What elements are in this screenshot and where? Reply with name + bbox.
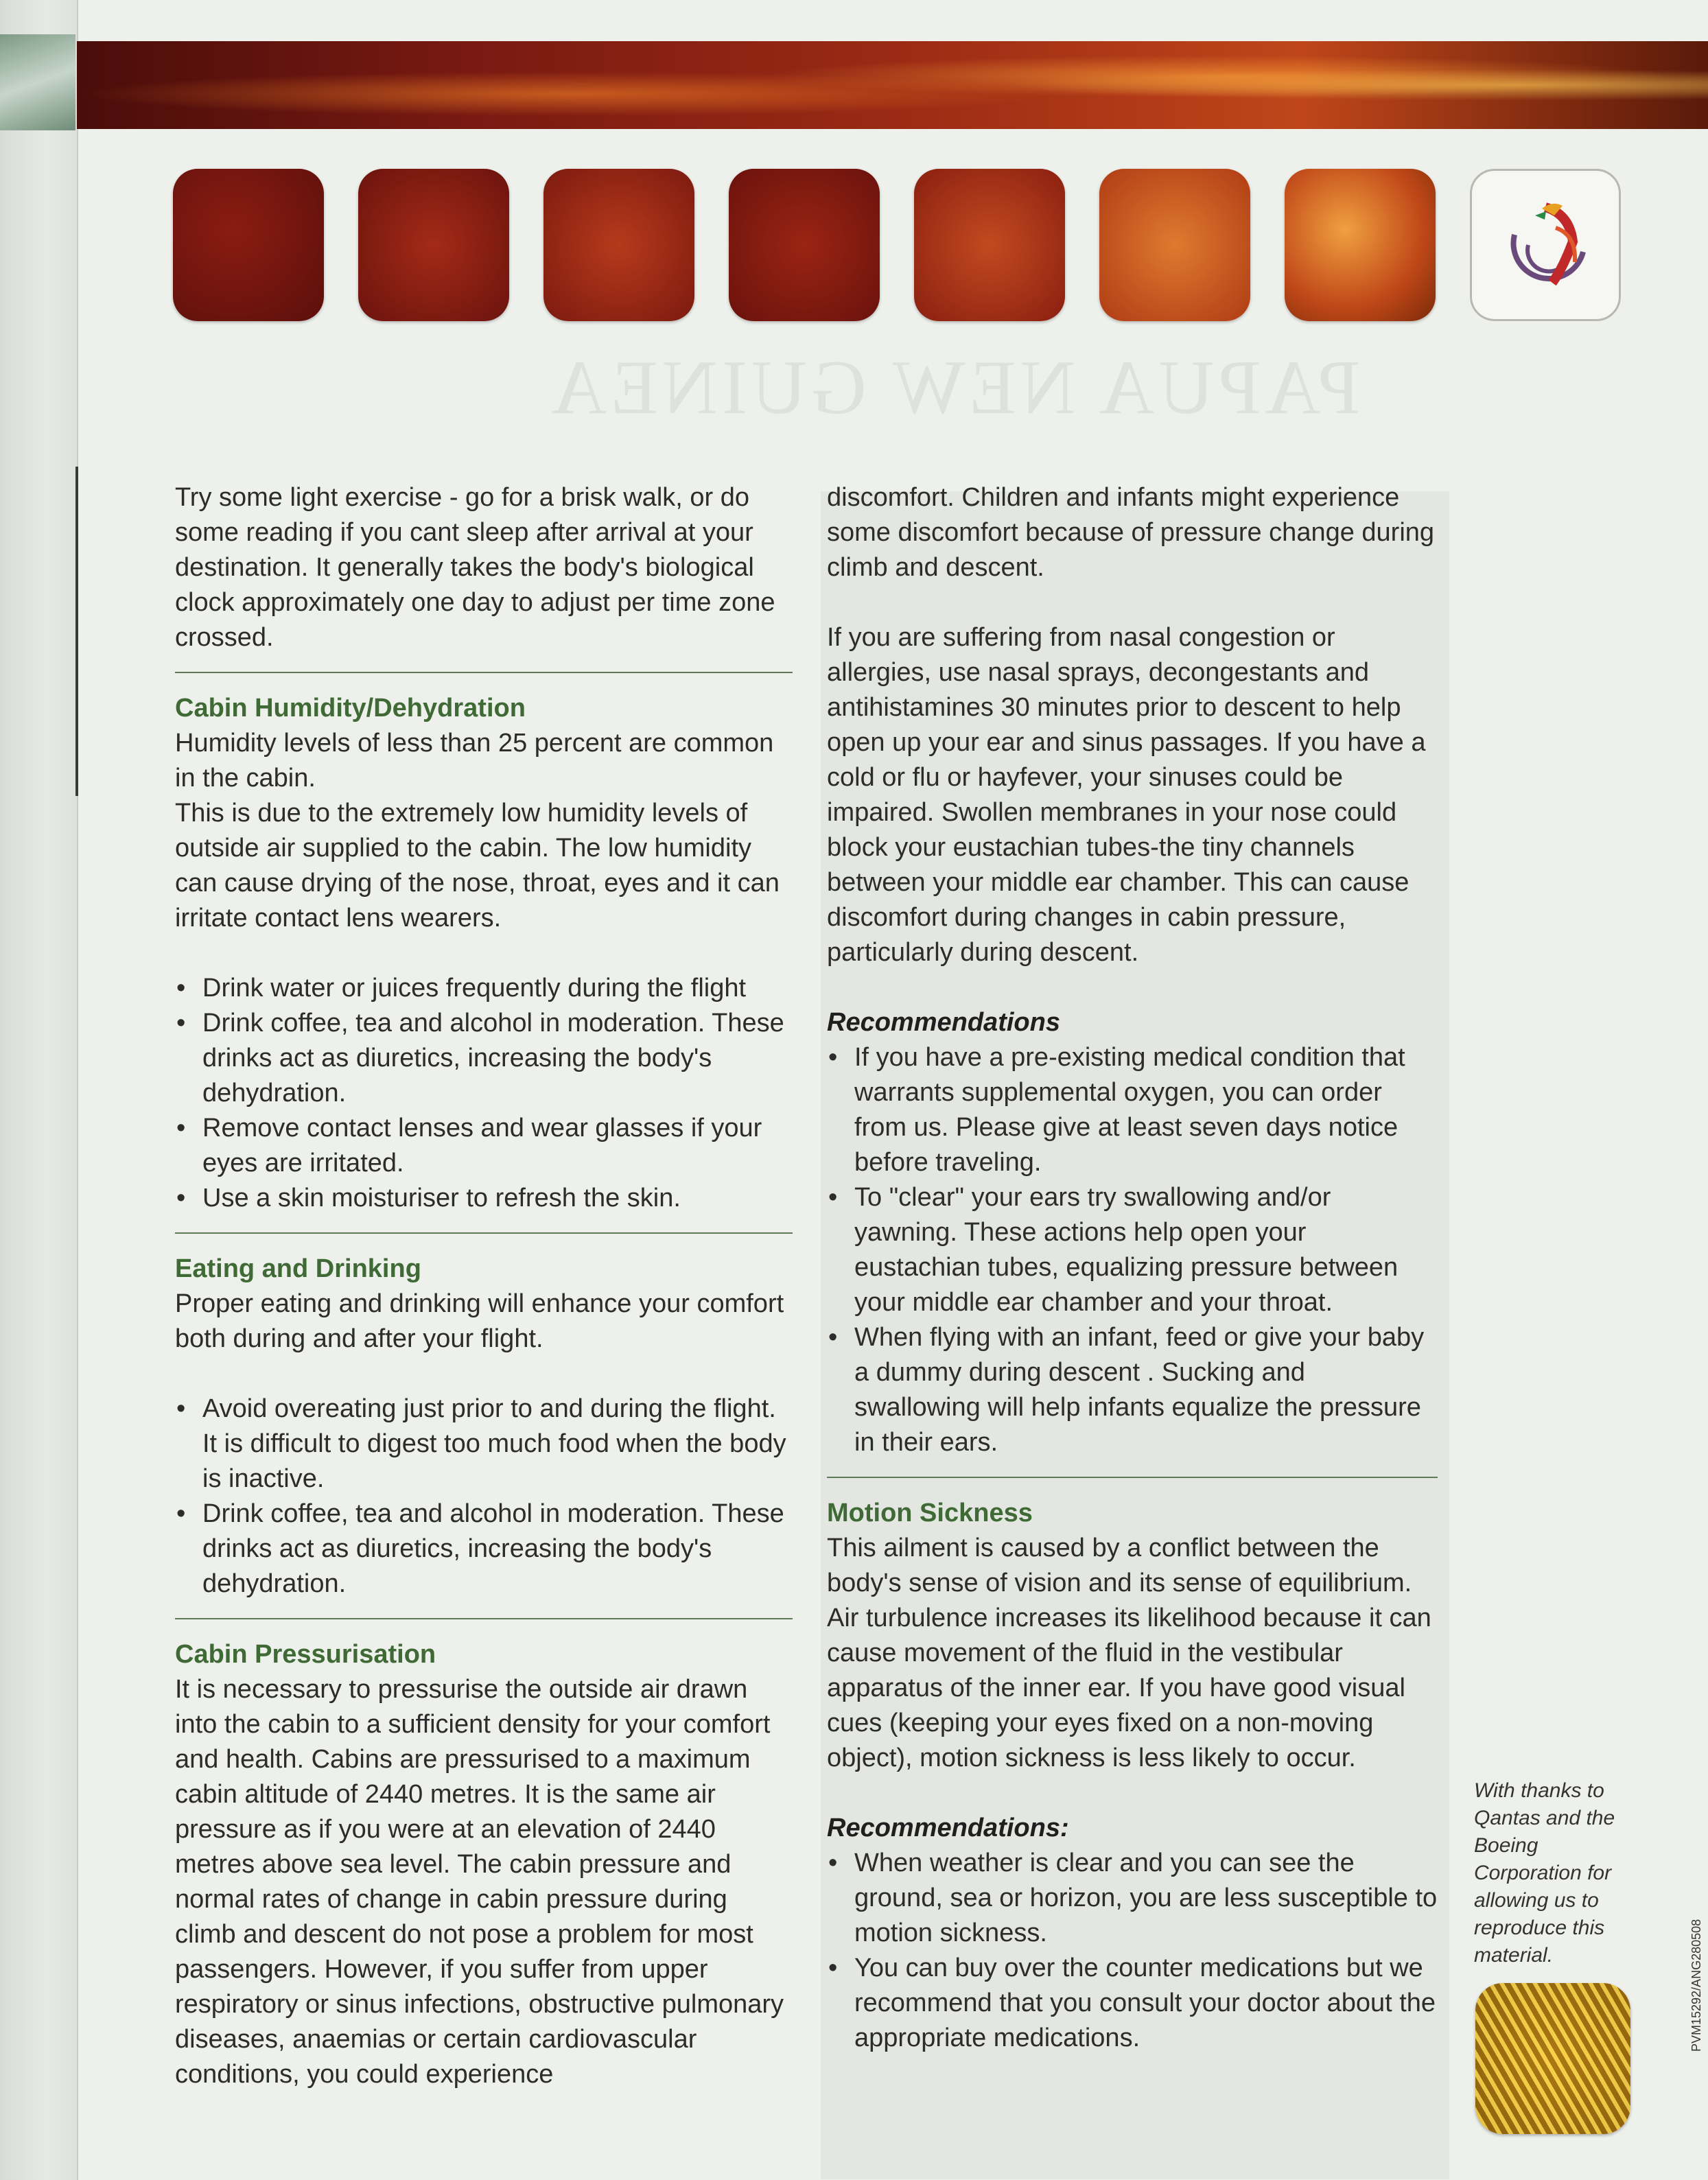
document-code: PVM15292/ANG280508 bbox=[1689, 1919, 1703, 2052]
congestion-paragraph: If you are suffering from nasal congestion or allergies, use nasal sprays, decongestants and antihistamines 30 minutes prior to descent to help open up your ear and sinus passages. If you have a cold or flu or hayfever, your sinuses could be impaired. Swollen membranes in your nose could block your eustachian tubes-the tiny channels between your middle ear chamber. This can cause discomfort during changes in cabin pressure, particularly during descent. bbox=[827, 623, 1426, 967]
image-tile-4 bbox=[729, 169, 880, 321]
left-column bbox=[175, 480, 793, 2092]
section-divider bbox=[175, 1232, 793, 1234]
image-tile-1 bbox=[173, 169, 324, 321]
list-item: • Drink water or juices frequently during the flight bbox=[175, 971, 793, 1006]
pressurisation-paragraph: It is necessary to pressurise the outside air drawn into the cabin to a sufficient density for your comfort and health. Cabins are pressurised to a maximum cabin altitude of 2440 metres. It is the same air pressure as if you were at an elevation of 2440 metres above sea level. The cabin pressure and normal rates of change in cabin pressure during climb and descent do not pose a problem for most passengers. However, if you suffer from upper respiratory or sinus infections, obstructive pulmonary diseases, anaemias or certain cardiovascular conditions, you could experience bbox=[175, 1675, 784, 2089]
humidity-heading: Cabin Humidity/Dehydration bbox=[175, 694, 526, 723]
bird-of-paradise-logo-icon bbox=[1487, 187, 1604, 303]
sidebar-photo bbox=[1475, 1983, 1630, 2134]
section-divider bbox=[175, 672, 793, 673]
section-divider bbox=[827, 1477, 1438, 1478]
eating-bullets bbox=[175, 1392, 793, 1602]
image-tile-2 bbox=[358, 169, 509, 321]
humidity-paragraph-2: This is due to the extremely low humidity levels of outside air supplied to the cabin. The low humidity can cause drying of the nose, throat, eyes and it can irritate contact lens wearers. bbox=[175, 799, 780, 933]
list-item: • Drink coffee, tea and alcohol in moderation. These drinks act as diuretics, increasing the body's dehydration. bbox=[175, 1497, 793, 1602]
motion-recommendations bbox=[827, 1846, 1438, 2056]
right-column bbox=[827, 480, 1438, 2056]
section-divider bbox=[175, 1618, 793, 1619]
image-tile-6 bbox=[1099, 169, 1250, 321]
intro-paragraph: Try some light exercise - go for a brisk walk, or do some reading if you cant sleep after arrival at your destination. It generally takes the body's biological clock approximately one day to adjust per time zone crossed. bbox=[175, 483, 775, 652]
image-tile-5 bbox=[914, 169, 1065, 321]
list-item: • Drink coffee, tea and alcohol in moderation. These drinks act as diuretics, increasing the body's dehydration. bbox=[175, 1006, 793, 1111]
humidity-paragraph-1: Humidity levels of less than 25 percent are common in the cabin. bbox=[175, 729, 774, 793]
pressure-recommendations bbox=[827, 1040, 1438, 1460]
recommendations-heading: Recommendations bbox=[827, 1008, 1060, 1037]
list-item: • Avoid overeating just prior to and during the flight. It is difficult to digest too much food when the body is inactive. bbox=[175, 1392, 793, 1497]
list-item: • Remove contact lenses and wear glasses if your eyes are irritated. bbox=[175, 1111, 793, 1181]
list-item: • You can buy over the counter medications but we recommend that you consult your doctor about the appropriate medications. bbox=[827, 1951, 1438, 2056]
eating-paragraph: Proper eating and drinking will enhance your comfort both during and after your flight. bbox=[175, 1289, 784, 1353]
list-item: • When weather is clear and you can see the ground, sea or horizon, you are less susceptible to motion sickness. bbox=[827, 1846, 1438, 1951]
ghost-title-bleedthrough: PAPUA NEW GUINEA bbox=[547, 345, 1361, 430]
humidity-bullets bbox=[175, 971, 793, 1216]
image-tile-3 bbox=[543, 169, 694, 321]
list-item: • When flying with an infant, feed or give your baby a dummy during descent . Sucking and swallowing will help infants equalize the pressure in their ears. bbox=[827, 1320, 1438, 1460]
image-tile-7 bbox=[1285, 169, 1436, 321]
motion-sickness-paragraph: This ailment is caused by a conflict between the body's sense of vision and its sense of equilibrium. Air turbulence increases its likelihood because it can cause movement of the fluid in the vestibular apparatus of the inner ear. If you have good visual cues (keeping your eyes fixed on a non-moving object), motion sickness is less likely to occur. bbox=[827, 1534, 1431, 1772]
list-item: • Use a skin moisturiser to refresh the skin. bbox=[175, 1181, 793, 1216]
header-banner-image bbox=[77, 41, 1708, 129]
motion-sickness-heading: Motion Sickness bbox=[827, 1499, 1033, 1527]
list-item: • To "clear" your ears try swallowing and/or yawning. These actions help open your eustachian tubes, equalizing pressure between your middle ear chamber and your throat. bbox=[827, 1180, 1438, 1320]
list-item: • If you have a pre-existing medical condition that warrants supplemental oxygen, you can order from us. Please give at least seven days notice before traveling. bbox=[827, 1040, 1438, 1180]
eating-heading: Eating and Drinking bbox=[175, 1254, 421, 1283]
image-tile-row bbox=[173, 169, 1621, 327]
airline-logo-tile bbox=[1470, 169, 1621, 321]
spine-line bbox=[75, 467, 78, 796]
book-gutter bbox=[0, 0, 78, 2180]
acknowledgement-note: With thanks to Qantas and the Boeing Corporation for allowing us to reproduce this material. bbox=[1474, 1779, 1615, 1967]
motion-recommendations-heading: Recommendations: bbox=[827, 1814, 1069, 1842]
pressurisation-heading: Cabin Pressurisation bbox=[175, 1640, 436, 1669]
leaf-decoration bbox=[0, 34, 75, 130]
pressurisation-continued: discomfort. Children and infants might experience some discomfort because of pressure change during climb and descent. bbox=[827, 483, 1435, 582]
